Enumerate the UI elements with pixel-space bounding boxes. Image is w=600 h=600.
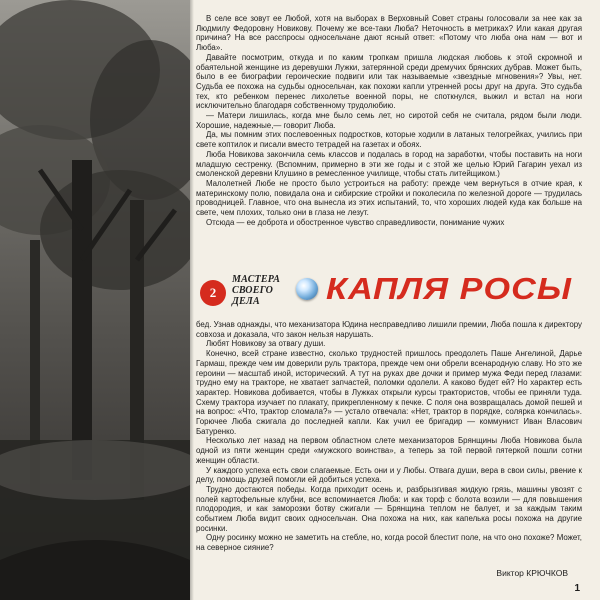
article-text-top	[196, 14, 582, 270]
article-text-bottom	[196, 320, 582, 558]
paragraph: В селе все зовут ее Любой, хотя на выборах в Верховный Совет страны голосовали за нее как за Людмилу Федоровну Новикову. Почему же все-таки Люба? Неточность в метриках? Или какая другая причина? На все расспросы односельчане дают ясный ответ: «Потому что люба она нам — вот и Люба».	[196, 14, 582, 53]
paragraph: бед. Узнав однажды, что механизатора Юдина несправедливо лишили премии, Люба пошла к директору совхоза и доказала, что закон нельзя нарушать.	[196, 320, 582, 339]
page-binding-shadow	[190, 0, 194, 600]
paragraph: Малолетней Любе не просто было устроиться на работу: прежде чем вернуться в отчие края, к материнскому полю, повидала она и сибирские стройки и поколесила по железной дороге — трудилась проводницей. Главное, что она вынесла из этих испытаний, то, что хороших людей куда как больше на свете, чем плохих, только они в глаза не лезут.	[196, 178, 582, 218]
rubric-line: МАСТЕРА	[232, 274, 281, 285]
paragraph: Конечно, всей стране известно, сколько трудностей пришлось преодолеть Паше Ангелиной, Дарье Гармаш, прежде чем им доверили руль трактора, прежде чем они обрели всенародную славу. Но это же героини — масштаб иной, исторический. А тут на руках две дочки и пример мужа Феди перед глазами: трудно ему на тракторе, не хватает запчастей, поломки одолели. А каково будет ей? Но характер есть характер. Новикова добивается, чтобы в Лужках открыли курсы трактористов, чтобы ее приняли туда. Схему трактора изучает по плакату, прикрепленному к печке. С поля она возвращалась домой пешей и на вопрос: «Что, трактор сломала?» — устало отвечала: «Нет, трактор в порядке, солярка кончилась». Горючее Люба сжигала до последней капли. Как учил ее бригадир — коммунист Иван Власович Батуренко.	[196, 349, 582, 436]
paragraph: Давайте посмотрим, откуда и по каким тропкам пришла людская любовь к этой скромной и обаятельной женщине из деревушки Лужки, затерянной среди дремучих брянских дубрав. Может быть, было в ее биографии героические подвиги или так называемые «звездные мгновения»? Увы, нет. Судьба ее похожа на судьбы односельчан, как похожи капли утренней росы друг на друга. Это судьба тех, кто ребенком перенес лихолетье военной поры, не споткнулся, выжил и встал на ноги исключительно благодаря собственному трудолюбию.	[196, 52, 582, 111]
paragraph: У каждого успеха есть свои слагаемые. Есть они и у Любы. Отвага души, вера в свои силы, рвение к делу, помощь друзей помогли ей добиться успеха.	[196, 465, 582, 485]
tree-photo-illustration	[0, 0, 190, 600]
article-heading	[196, 272, 586, 316]
paragraph: Любят Новикову за отвагу души.	[206, 339, 326, 349]
dew-drop-icon	[296, 278, 318, 300]
paragraph: Отсюда — ее доброта и обостренное чувство справедливости, понимание чужих	[206, 217, 505, 227]
page-number: 1	[574, 583, 580, 594]
cover-photo	[0, 0, 190, 600]
rubric-line: СВОЕГО	[232, 285, 274, 296]
issue-number-badge: 2	[200, 280, 226, 306]
paragraph: Да, мы помним этих послевоенных подростков, которые ходили в латаных телогрейках, учились при свете коптилок и писали вместо тетрадей на газетах и обоях.	[196, 130, 582, 150]
author-signature: Виктор КРЮЧКОВ	[496, 568, 568, 578]
paragraph: Люба Новикова закончила семь классов и подалась в город на заработки, чтобы поставить на ноги младшую сестренку. (Вспомним, примерно в эти же годы и с этой же целью Юрий Гагарин уехал из смоленской деревни Клушино в ремесленное училище, чтобы стать литейщиком.)	[196, 149, 582, 179]
rubric-label	[232, 274, 292, 307]
paragraph: Одну росинку можно не заметить на стебле, но, когда росой блестит поле, на что оно похоже? Может, на северное сияние?	[196, 533, 582, 553]
paragraph: Несколько лет назад на первом областном слете механизаторов Брянщины Люба Новикова была одной из пяти женщин среди «мужского воинства», а теперь за той первой пятеркой пошли сотни женщин области.	[196, 436, 582, 465]
rubric-line: ДЕЛА	[232, 296, 260, 307]
paragraph: Трудно достаются победы. Когда приходит осень и, разбрызгивая жидкую грязь, машины увозят с полей картофельные клубни, все вспоминается Люба: и как торф с болота возили — для повышения плодородия, и как заморозки ботву сжигали — Брянщина теплом не балует, и за каждым таким событием Люба видит своих односельчан. Она похожа на них, как капелька росы похожа на другие росинки.	[196, 484, 582, 533]
article-title: КАПЛЯ РОСЫ	[326, 271, 573, 306]
paragraph: — Матери лишилась, когда мне было семь лет, но сиротой себя не считала, рядом были люди. Хорошие, надежные,— говорит Люба.	[196, 111, 582, 130]
